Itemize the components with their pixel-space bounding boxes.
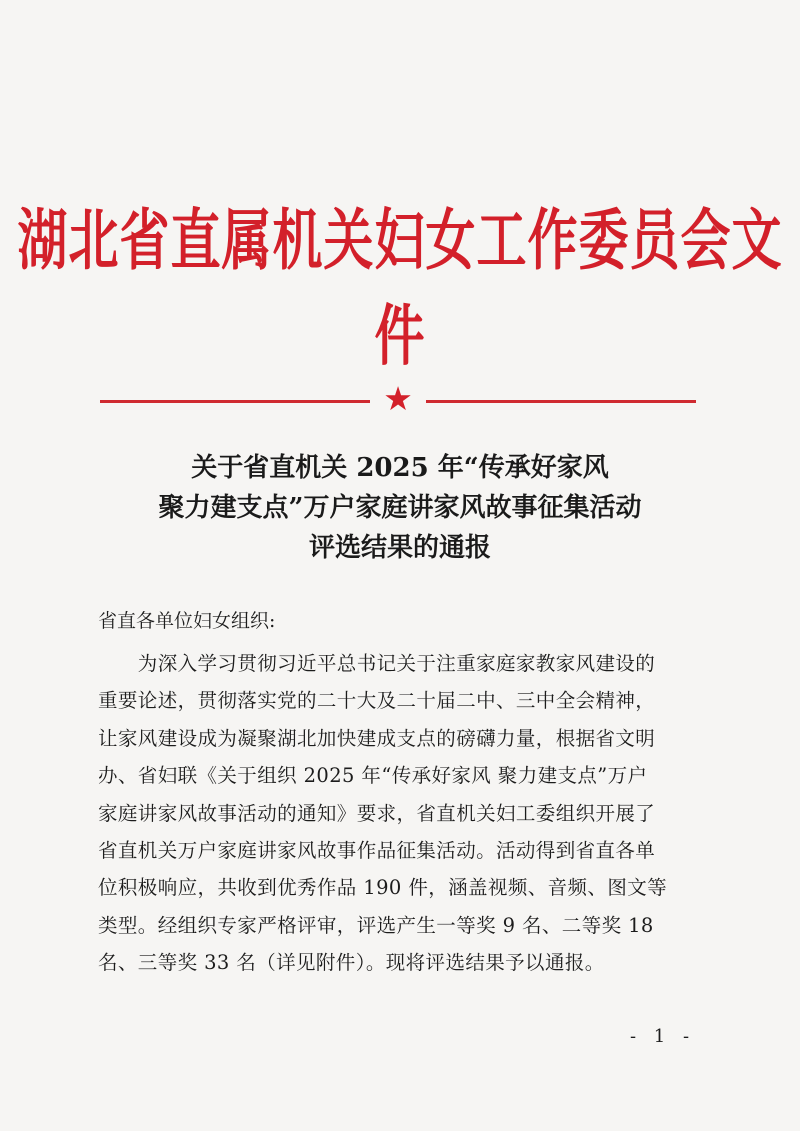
body-line: 让家风建设成为凝聚湖北加快建成支点的磅礴力量，根据省文明 <box>98 726 656 750</box>
title-line: 关于省直机关 2025 年“传承好家风 <box>191 453 609 483</box>
document-title <box>0 448 800 568</box>
body-line: 位积极响应，共收到优秀作品 190 件，涵盖视频、音频、图文等 <box>98 876 668 900</box>
red-separator <box>100 379 696 418</box>
body-paragraph <box>98 645 698 982</box>
title-line: 评选结果的通报 <box>308 533 491 563</box>
body-line: 为深入学习贯彻习近平总书记关于注重家庭家教家风建设的 <box>98 652 656 675</box>
star-icon: ★ <box>383 379 413 418</box>
body-line: 办、省妇联《关于组织 2025 年“传承好家风 聚力建支点”万户 <box>98 764 648 788</box>
separator-line-left <box>100 400 370 403</box>
body-line: 家庭讲家风故事活动的通知》要求，省直机关妇工委组织开展了 <box>98 801 656 825</box>
body-line: 省直机关万户家庭讲家风故事作品征集活动。活动得到省直各单 <box>98 839 656 863</box>
body-line: 类型。经组织专家严格评审，评选产生一等奖 9 名、二等奖 18 <box>98 913 654 937</box>
body-line: 名、三等奖 33 名（详见附件）。现将评选结果予以通报。 <box>98 951 605 975</box>
body-line: 重要论述，贯彻落实党的二十大及二十届二中、三中全会精神， <box>98 689 656 713</box>
page-number: - 1 - <box>630 1026 696 1047</box>
title-line: 聚力建支点”万户家庭讲家风故事征集活动 <box>158 493 642 523</box>
addressee: 省直各单位妇女组织: <box>98 610 276 632</box>
issuer-title: 湖北省直属机关妇女工作委员会文件 <box>17 202 783 375</box>
separator-line-right <box>426 400 696 403</box>
